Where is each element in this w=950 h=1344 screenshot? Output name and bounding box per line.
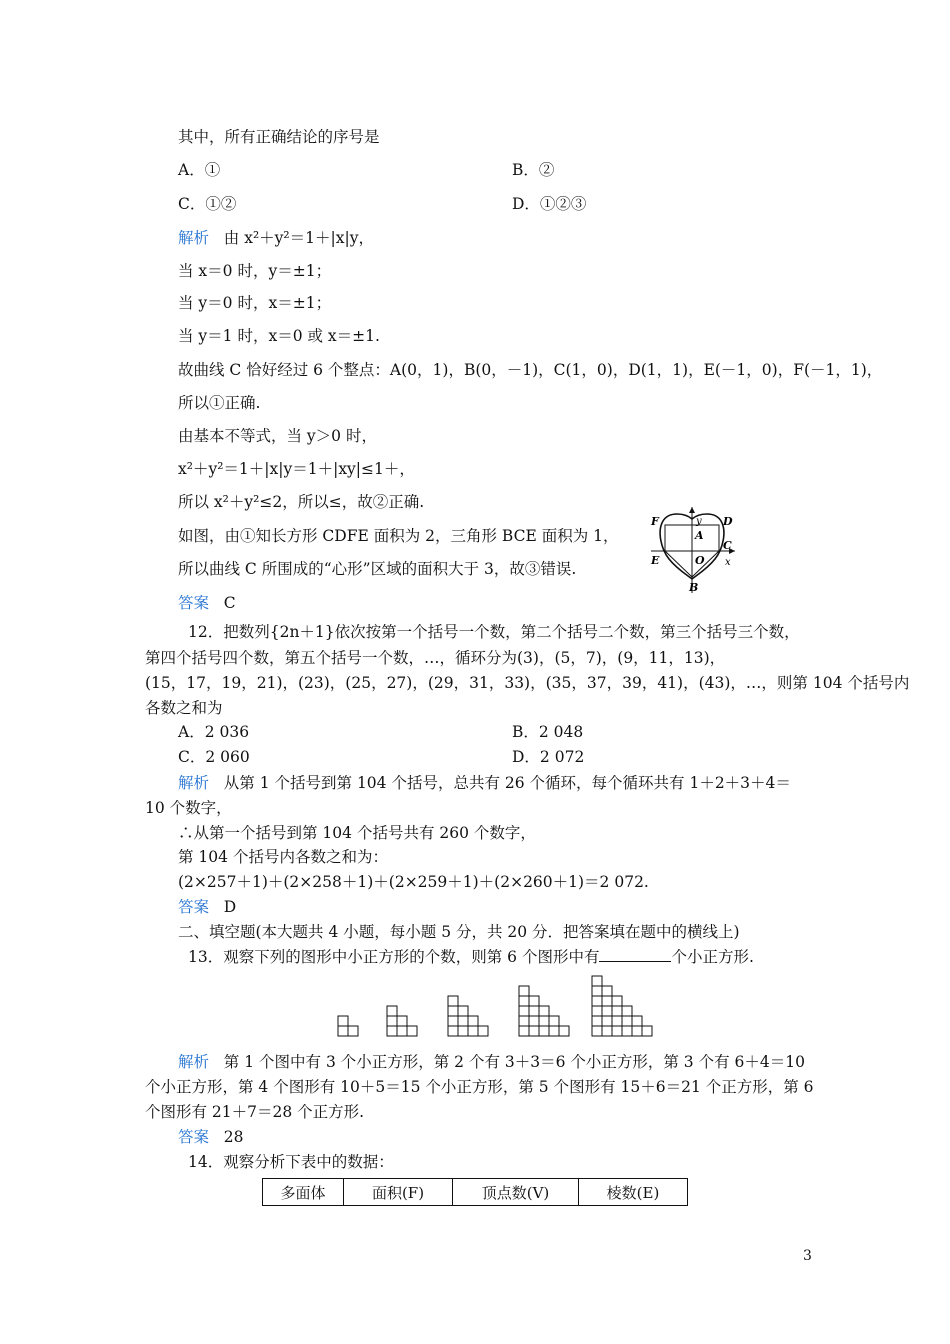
q11-solution-line-1: 解析 由 x²＋y²＝1＋|x|y，: [178, 229, 374, 247]
q11-intro: 其中，所有正确结论的序号是: [178, 128, 380, 146]
q14-stem: 14．观察分析下表中的数据：: [188, 1153, 394, 1171]
q11-option-b: B．②: [512, 161, 555, 179]
q12-stem-line-3: (15，17，19，21)，(23)，(25，27)，(29，31，33)，(35，37，39，41)，(43)，…，则第 104 个括号内: [145, 674, 910, 692]
q11-solution-line-9: 所以 x²＋y²≤2，所以≤，故②正确.: [178, 493, 425, 511]
q12-solution-line-2: 10 个数字，: [145, 799, 232, 817]
solution-label: 解析: [178, 229, 210, 247]
figure-label-y: y: [696, 516, 702, 527]
answer-value: D: [223, 898, 237, 916]
q12-solution-line-5: (2×257＋1)＋(2×258＋1)＋(2×259＋1)＋(2×260＋1)＝2 072.: [178, 873, 649, 891]
q11-option-d: D．①②③: [512, 195, 587, 213]
q12-answer-line: [178, 896, 236, 918]
q11-solution-line-5: 故曲线 C 恰好经过 6 个整点：A(0，1)，B(0，－1)，C(1，0)，D(1，1)，E(－1，0)，F(－1，1)，: [178, 361, 883, 379]
table-header-cell: 多面体: [263, 1179, 344, 1206]
q13-stem: 13．观察下列的图形中小正方形的个数，则第 6 个图形中有 个小正方形.: [188, 948, 754, 966]
answer-value: 28: [223, 1128, 244, 1146]
answer-label: 答案: [178, 1128, 210, 1146]
q12-solution-line-3: ∴从第一个括号到第 104 个括号共有 260 个数字，: [178, 824, 536, 842]
q11-option-c: C．①②: [178, 195, 237, 213]
figure-label-c: C: [723, 539, 732, 552]
q12-option-a: A．2 036: [178, 723, 250, 741]
figure-label-x: x: [725, 557, 731, 568]
q11-answer-line: [178, 592, 236, 614]
answer-label: 答案: [178, 594, 210, 612]
q12-option-d: D．2 072: [512, 748, 585, 766]
q12-stem-line-4: 各数之和为: [145, 699, 223, 717]
q11-solution-line-2: 当 x＝0 时，y＝±1；: [178, 262, 332, 280]
q13-answer-line: [178, 1126, 244, 1148]
answer-blank: [599, 947, 671, 962]
q12-stem-line-1: 12．把数列{2n＋1}依次按第一个括号一个数，第二个括号二个数，第三个括号三个数，: [188, 623, 800, 641]
q11-solution-line-7: 由基本不等式，当 y＞0 时，: [178, 427, 377, 445]
solution-label: 解析: [178, 774, 210, 792]
q11-solution-line-10: 如图，由①知长方形 CDFE 面积为 2，三角形 BCE 面积为 1，: [178, 527, 619, 545]
heart-curve-figure: [645, 503, 745, 595]
table-header-cell: 顶点数(V): [453, 1179, 579, 1206]
section-heading-fill-in: 二、填空题(本大题共 4 小题，每小题 5 分，共 20 分．把答案填在题中的横线上): [178, 923, 740, 941]
q11-solution-line-6: 所以①正确.: [178, 394, 261, 412]
page-number: 3: [803, 1248, 812, 1264]
q12-stem-line-2: 第四个括号四个数，第五个括号一个数，…，循环分为(3)，(5，7)，(9，11，13)，: [145, 649, 726, 667]
answer-value: C: [223, 594, 236, 612]
figure-label-b: B: [689, 581, 699, 594]
table-header-row: [263, 1179, 688, 1206]
q12-option-c: C．2 060: [178, 748, 250, 766]
q11-solution-line-11: 所以曲线 C 所围成的“心形”区域的面积大于 3，故③错误.: [178, 560, 577, 578]
q11-solution-line-3: 当 y＝0 时，x＝±1；: [178, 294, 332, 312]
q13-solution-line-2: 个小正方形，第 4 个图形有 10＋5＝15 个小正方形，第 5 个图形有 15＋6＝21 个正方形，第 6: [145, 1078, 814, 1096]
figure-label-f: F: [651, 515, 659, 528]
q13-solution-line-1: 解析 第 1 个图中有 3 个小正方形，第 2 个有 3＋3＝6 个小正方形，第 3 个有 6＋4＝10: [178, 1053, 805, 1071]
figure-label-e: E: [651, 554, 660, 567]
table-header-cell: 面积(F): [344, 1179, 453, 1206]
q11-solution-line-4: 当 y＝1 时，x＝0 或 x＝±1.: [178, 327, 380, 345]
staircase-squares-figure: [330, 970, 660, 1040]
figure-label-o: O: [695, 554, 705, 567]
table-header-cell: 棱数(E): [579, 1179, 688, 1206]
q12-solution-line-1: 解析 从第 1 个括号到第 104 个括号，总共有 26 个循环，每个循环共有 1＋2＋3＋4＝: [178, 774, 791, 792]
q12-solution-line-4: 第 104 个括号内各数之和为：: [178, 848, 388, 866]
solution-label: 解析: [178, 1053, 210, 1071]
q11-option-a: A．①: [178, 161, 221, 179]
figure-label-a: A: [695, 529, 704, 542]
q12-option-b: B．2 048: [512, 723, 584, 741]
answer-label: 答案: [178, 898, 210, 916]
polyhedron-table: [262, 1178, 688, 1206]
q13-solution-line-3: 个图形有 21＋7＝28 个正方形.: [145, 1103, 365, 1121]
figure-label-d: D: [723, 515, 733, 528]
q11-solution-line-8: x²＋y²＝1＋|x|y＝1＋|xy|≤1＋，: [178, 460, 415, 478]
